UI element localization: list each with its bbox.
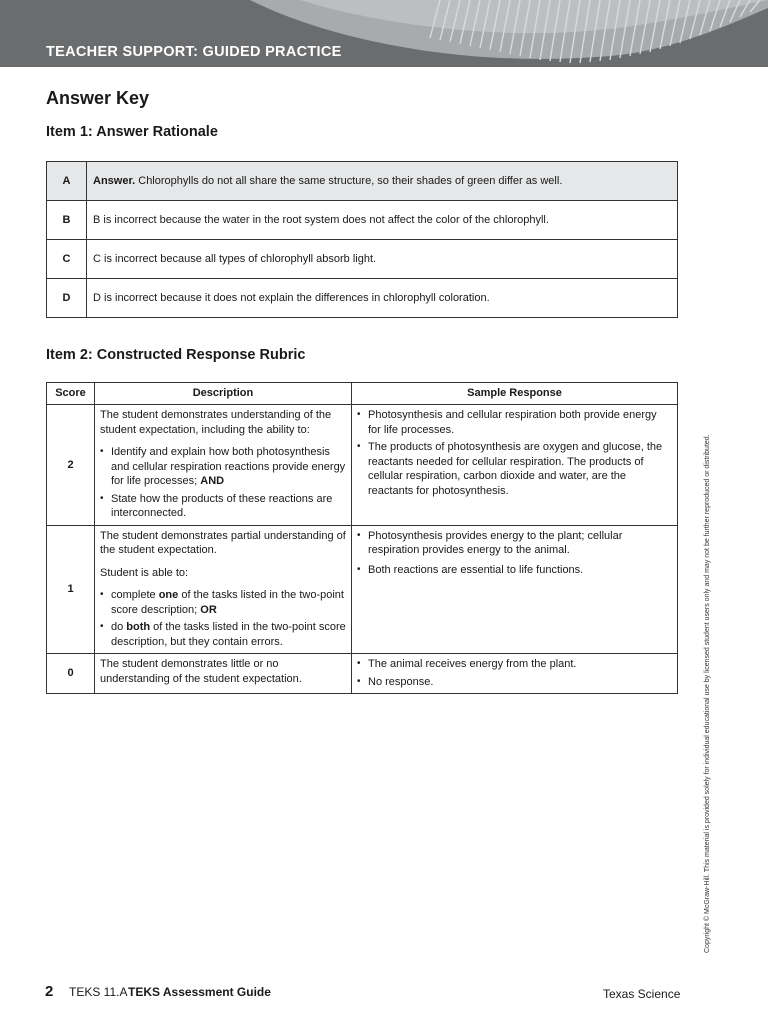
- answer-text: Chlorophylls do not all share the same structure, so their shades of green differ as well.: [135, 174, 563, 187]
- column-header-sample: Sample Response: [352, 383, 678, 405]
- table-row: [47, 654, 678, 694]
- list-item: • do both of the tasks listed in the two-point score description, but they contain errors.: [100, 620, 346, 649]
- table-row: [47, 162, 678, 201]
- score-cell: 1: [47, 525, 95, 654]
- guide-title: TEKS Assessment Guide: [128, 985, 271, 999]
- header-band: [0, 0, 768, 67]
- score-cell: 2: [47, 405, 95, 526]
- column-header-description: Description: [95, 383, 352, 405]
- item2-title: Item 2: Constructed Response Rubric: [46, 347, 306, 363]
- sample-list: [357, 408, 672, 498]
- answer-rationale: C is incorrect because all types of chlorophyll absorb light.: [87, 240, 678, 279]
- description-cell: [95, 525, 352, 654]
- item1-title: Item 1: Answer Rationale: [46, 124, 218, 140]
- answer-letter: A: [47, 162, 87, 201]
- sample-list: [357, 657, 672, 689]
- answer-letter: D: [47, 279, 87, 318]
- header-title: TEACHER SUPPORT: GUIDED PRACTICE: [46, 44, 342, 60]
- description-list: [100, 445, 346, 521]
- list-item: • Photosynthesis and cellular respiration both provide energy for life processes.: [357, 408, 672, 437]
- description-cell: [95, 405, 352, 526]
- list-item: • The animal receives energy from the plant.: [357, 657, 672, 672]
- description-list: [100, 588, 346, 649]
- table-header-row: [47, 383, 678, 405]
- table-row: [47, 240, 678, 279]
- description-intro: The student demonstrates understanding of the student expectation, including the ability to:: [100, 409, 332, 436]
- score-cell: 0: [47, 654, 95, 694]
- sample-cell: [352, 525, 678, 654]
- column-header-score: Score: [47, 383, 95, 405]
- rubric-table: [46, 382, 678, 694]
- description-cell: The student demonstrates little or no understanding of the student expectation.: [95, 654, 352, 694]
- sample-cell: [352, 405, 678, 526]
- answer-rationale-table: [46, 161, 678, 318]
- list-item: • The products of photosynthesis are oxygen and glucose, the reactants needed for cellular respiration. The products of cellular respiration, carbon dioxide and water, are the reactants for photosynthesis.: [357, 440, 672, 498]
- answer-rationale: [87, 162, 678, 201]
- list-item: • Both reactions are essential to life functions.: [357, 563, 672, 578]
- sample-cell: [352, 654, 678, 694]
- page-number: 2: [45, 983, 54, 1000]
- teks-code: TEKS 11.A: [69, 985, 128, 999]
- answer-letter: B: [47, 201, 87, 240]
- subject-label: Texas Science: [603, 987, 681, 1001]
- answer-rationale: B is incorrect because the water in the root system does not affect the color of the chlorophyll.: [87, 201, 678, 240]
- list-item: • State how the products of these reactions are interconnected.: [100, 492, 346, 521]
- sample-list: [357, 529, 672, 578]
- table-row: [47, 279, 678, 318]
- list-item: • No response.: [357, 675, 672, 690]
- list-item: • Identify and explain how both photosynthesis and cellular respiration reactions provide energy for life processes; AND: [100, 445, 346, 489]
- description-intro: The student demonstrates partial understanding of the student expectation.: [100, 529, 346, 556]
- description-able: Student is able to:: [100, 566, 189, 579]
- answer-label: Answer.: [93, 174, 136, 187]
- table-row: [47, 201, 678, 240]
- answer-rationale: D is incorrect because it does not explain the differences in chlorophyll coloration.: [87, 279, 678, 318]
- list-item: • complete one of the tasks listed in the two-point score description; OR: [100, 588, 346, 617]
- answer-letter: C: [47, 240, 87, 279]
- list-item: • Photosynthesis provides energy to the plant; cellular respiration provides energy to the animal.: [357, 529, 672, 558]
- table-row: [47, 525, 678, 654]
- copyright-notice: Copyright © McGraw-Hill. This material is provided solely for individual educational use by licensed student users only and may not be further reproduced or distributed.: [704, 434, 711, 953]
- table-row: [47, 405, 678, 526]
- page-title: Answer Key: [46, 88, 150, 108]
